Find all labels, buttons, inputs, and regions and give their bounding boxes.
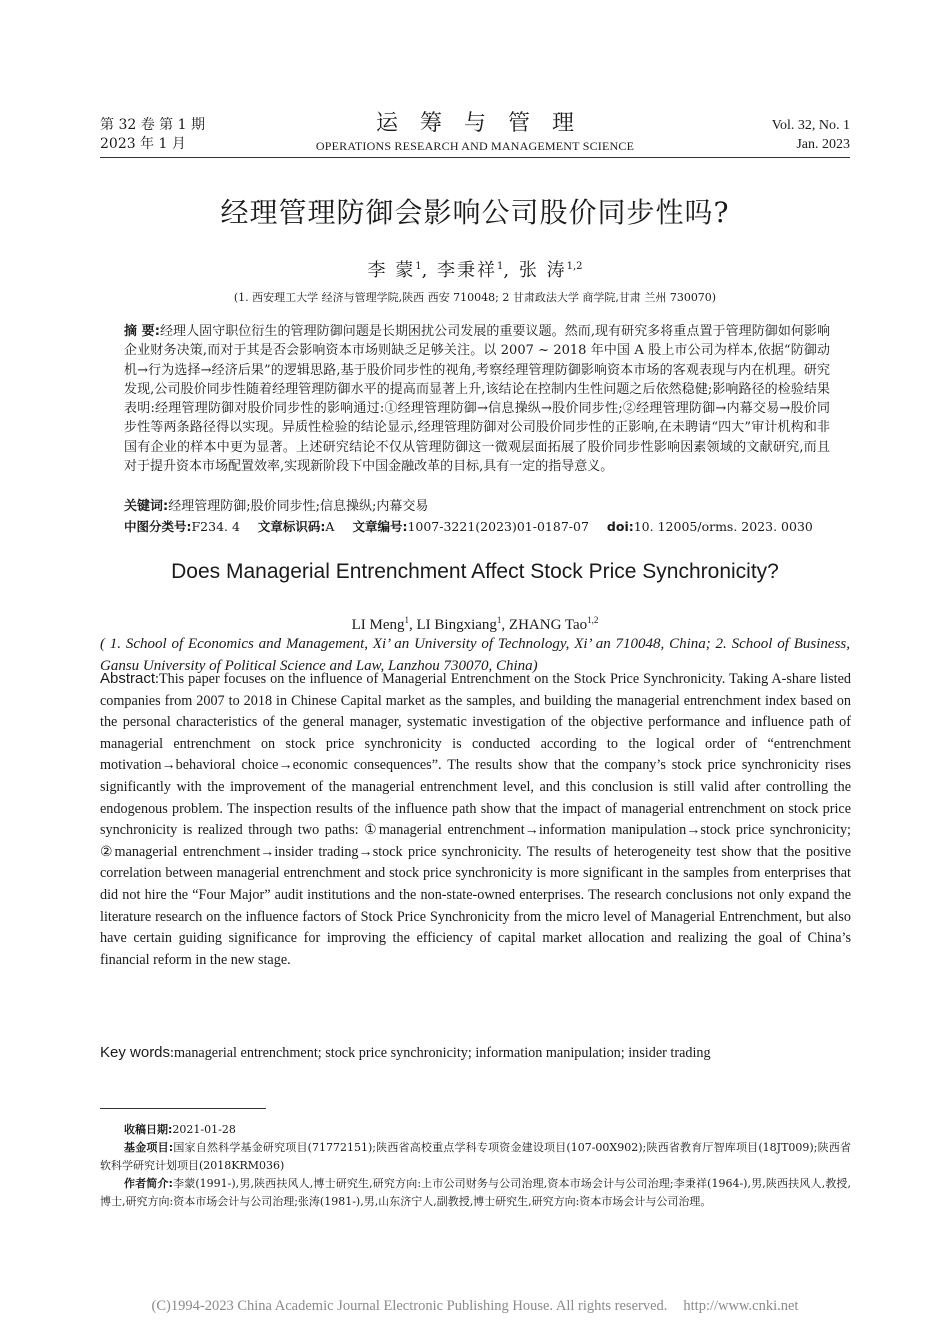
journal-name [250, 110, 700, 154]
abstract-en [100, 668, 851, 971]
abstract-cn-label: 摘 要: [124, 324, 160, 339]
date-en: Jan. 2023 [796, 137, 850, 152]
footnote-rule [100, 1108, 266, 1109]
authors-en [100, 609, 850, 636]
keywords-en-colon: : [170, 1045, 174, 1061]
author-bio-text: 李蒙(1991-),男,陕西扶风人,博士研究生,研究方向:上市公司财务与公司治理,资本市场会计与公司治理;李秉祥(1964-),男,陕西扶风人,教授,博士,研究方向:资本市场会计与公司治理;张涛(1981-),男,山东济宁人,副教授,博士研究生,研究方向:资本市场会计与公司治理。 [100, 1177, 851, 1208]
doc-code-value: A [325, 519, 335, 534]
author-name: 李秉祥 [437, 260, 498, 281]
doi-label: doi: [606, 519, 634, 534]
author-affil-mark: 1 [497, 261, 504, 272]
funding-label: 基金项目: [124, 1141, 174, 1154]
article-no-label: 文章编号: [352, 519, 408, 534]
abstract-cn-text: 经理人固守职位衍生的管理防御问题是长期困扰公司发展的重要议题。然而,现有研究多将重点置于管理防御如何影响企业财务决策,而对于其是否会影响资本市场则缺乏足够关注。以 2007 ~ 2018 年中国 A 股上市公司为样本,依据“防御动机→行为选择→经济后果”的逻辑思路,基于股价同步性的视角,考察经理管理防御影响资本市场的客观表现与内在机理。研究发现,公司股价同步性随着经理管理防御水平的提高而显著上升,该结论在控制内生性问题之后依然稳健;影响路径的检验结果表明:经理管理防御对股价同步性的影响通过:①经理管理防御→信息操纵→股价同步性;②经理管理防御→内幕交易→股价同步性等两条路径得以实现。异质性检验的结论显示,经理管理防御对公司股价同步性的正影响,在未聘请“四大”审计机构和非国有企业的样本中更为显著。上述研究结论不仅从管理防御这一微观层面拓展了股价同步性影响因素领域的文献研究,而且对于提升资本市场配置效率,实现新阶段下中国金融改革的目标,具有一定的指导意义。 [124, 324, 830, 475]
received-date [100, 1121, 851, 1139]
keywords-en-label: Key words [100, 1044, 171, 1061]
author-separator: , [409, 617, 417, 633]
copyright-text: (C)1994-2023 China Academic Journal Electronic Publishing House. All rights reserved. [151, 1298, 668, 1314]
author-name: LI Bingxiang [416, 617, 497, 633]
abstract-cn [124, 322, 830, 476]
doc-code-label: 文章标识码: [257, 519, 326, 534]
volume-issue-en: Vol. 32, No. 1 [771, 118, 850, 133]
keywords-cn [124, 497, 830, 517]
author-affil-mark: 1 [404, 615, 409, 625]
received-label: 收稿日期: [124, 1123, 173, 1136]
author-separator: , [501, 617, 509, 633]
paper-title-cn: 经理管理防御会影响公司股价同步性吗? [220, 196, 730, 229]
keywords-en-text: managerial entrenchment; stock price synchronicity; information manipulation; insider trading [173, 1045, 711, 1061]
abstract-en-colon: : [155, 671, 159, 687]
running-header-right [772, 116, 850, 154]
keywords-cn-text: 经理管理防御;股价同步性;信息操纵;内幕交易 [168, 499, 429, 514]
author-separator: , [503, 260, 519, 281]
authors-cn [100, 253, 850, 285]
author-bio [100, 1175, 851, 1211]
affiliation-en: ( 1. School of Economics and Management, Xi’ an University of Technology, Xi’ an 710048, China; 2. School of Business, Gansu University of Political Science and Law, Lanzhou 730070, China) [100, 636, 850, 674]
author-name: 李 蒙 [367, 260, 416, 281]
clc-value: F234. 4 [191, 519, 240, 534]
date-cn: 2023 年 1 月 [100, 136, 186, 152]
author-name: LI Meng [351, 617, 405, 633]
classification-line [124, 517, 844, 537]
paper-title-en: Does Managerial Entrenchment Affect Stock Price Synchronicity? [171, 560, 779, 583]
article-no-value: 1007-3221(2023)01-0187-07 [407, 519, 589, 534]
clc-label: 中图分类号: [124, 519, 192, 534]
author-affil-mark: 1,2 [566, 261, 583, 272]
funding [100, 1139, 851, 1175]
doi-value[interactable]: 10. 12005/orms. 2023. 0030 [633, 519, 813, 534]
journal-name-en: OPERATIONS RESEARCH AND MANAGEMENT SCIENCE [315, 139, 635, 153]
journal-name-cn: 运筹与管理 [375, 111, 596, 136]
abstract-en-text: This paper focuses on the influence of Managerial Entrenchment on the Stock Price Synchronicity. Taking A-share listed companies from 2007 to 2018 in Chinese Capital market as the samples, and building the managerial entrenchment index based on the personal characteristics of the general manager, systematic investigation of the objective performance and influence path of managerial entrenchment on stock price synchronicity is conducted according to the logical order of “entrenchment motivation→behavioral choice→economic consequences”. The results show that the company’s stock price synchronicity rises significantly with the improvement of the managerial entrenchment level, and this conclusion is still valid after controlling the endogenous problem. The inspection results of the influence path show that the impact of managerial entrenchment on stock price synchronicity is realized through two paths: ①managerial entrenchment→information manipulation→stock price synchronicity; ②managerial entrenchment→insider trading→stock price synchronicity. The results of heterogeneity test show that the positive correlation between managerial entrenchment and stock price synchronicity is more significant in the samples from enterprises that did not hire the “Four Major” audit institutions and the non-state-owned enterprises. The research conclusions not only expand the literature research on the influence factors of Stock Price Synchronicity from the micro level of Managerial Entrenchment, but also have certain guiding significance for improving the efficiency of capital market allocation and realizing the goal of China’s financial reform in the new stage. [100, 671, 851, 968]
author-bio-label: 作者简介: [124, 1177, 173, 1190]
funding-text: 国家自然科学基金研究项目(71772151);陕西省高校重点学科专项资金建设项目(107-00X902);陕西省教育厅智库项目(18JT009);陕西省软科学研究计划项目(2018KRM036) [100, 1141, 851, 1172]
author-name: ZHANG Tao [508, 617, 588, 633]
footnotes [100, 1121, 851, 1211]
copyright-watermark [0, 1296, 950, 1316]
author-affil-mark: 1 [496, 615, 502, 625]
received-value: 2021-01-28 [172, 1123, 236, 1136]
header-rule [100, 157, 850, 158]
author-affil-mark: 1 [415, 261, 422, 272]
volume-issue-cn: 第 32 卷 第 1 期 [100, 117, 205, 133]
author-separator: , [421, 260, 438, 281]
keywords-cn-label: 关键词: [124, 499, 169, 514]
keywords-en [100, 1042, 851, 1064]
author-affil-mark: 1,2 [587, 615, 599, 625]
abstract-en-label: Abstract [100, 670, 156, 687]
author-name: 张 涛 [518, 260, 567, 281]
running-header-left [100, 116, 205, 154]
affiliation-cn: (1. 西安理工大学 经济与管理学院,陕西 西安 710048; 2 甘肃政法大学 商学院,甘肃 兰州 730070) [233, 291, 717, 304]
cnki-url[interactable]: http://www.cnki.net [683, 1298, 799, 1314]
